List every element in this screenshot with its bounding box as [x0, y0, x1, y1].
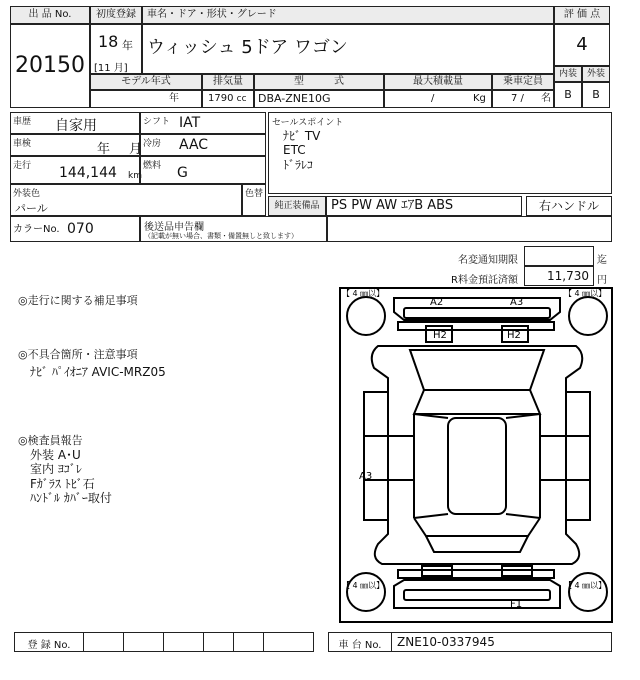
- inspector-report-line: Fｶﾞﾗｽ ﾄﾋﾞ石: [30, 476, 95, 491]
- capacity-cell: [492, 90, 554, 108]
- lot-number-label-cell: [10, 6, 90, 24]
- steering-value: 右ハンドル: [538, 199, 599, 213]
- ac-label: 冷房: [143, 139, 162, 149]
- recycle-fee-label: R料金預託済額: [451, 275, 518, 286]
- post-install-cell: [140, 216, 328, 242]
- tire-rear-right-label: 【 4 ㎜以】: [564, 581, 607, 590]
- exterior-label-cell: [582, 66, 610, 82]
- inspector-report-title: ◎検査員報告: [18, 434, 83, 447]
- equipment-value: PS PW AW ｴｱB ABS: [331, 198, 454, 213]
- first-registration-month: [11 月]: [94, 63, 128, 74]
- history-cell: [10, 112, 140, 134]
- transfer-deadline-cell: [524, 246, 594, 266]
- lot-number-cell: [10, 24, 90, 108]
- sales-point-item: ﾄﾞﾗﾚｺ: [283, 157, 314, 172]
- inspector-report-line: 室内 ﾖｺﾞﾚ: [30, 462, 82, 477]
- equipment-label: 純正装備品: [274, 201, 320, 211]
- shift-label: シフト: [143, 117, 171, 127]
- mark-a3-front: A3: [510, 297, 524, 308]
- score-label-cell: [554, 6, 610, 24]
- displacement-label: 排気量: [213, 76, 243, 87]
- exterior-grade: B: [592, 88, 600, 101]
- displacement-value: 1790: [208, 93, 234, 104]
- recycle-fee-cell: [524, 266, 594, 286]
- mark-a3-side: A3: [359, 471, 373, 482]
- capacity-label: 乗車定員: [503, 76, 543, 87]
- defects-text: ﾅﾋﾞ ﾊﾟｲｵﾆｱ AVIC-MRZ05: [30, 365, 166, 379]
- exterior-color-cell: [10, 184, 242, 216]
- steering-cell: [526, 196, 612, 216]
- interior-label-cell: [554, 66, 582, 82]
- first-registration-label-cell: [90, 6, 142, 24]
- exterior-label: 外装: [586, 69, 605, 79]
- interior-label: 内装: [558, 69, 577, 79]
- lot-number: 20150: [15, 53, 85, 78]
- color-number-value: 070: [67, 221, 94, 237]
- color-number-cell: [10, 216, 140, 242]
- max-load-cell: [384, 90, 492, 108]
- tire-front-left-label: 【 4 ㎜以】: [342, 289, 385, 298]
- exterior-grade-cell: [582, 82, 610, 108]
- capacity-value: 7 /: [511, 93, 524, 104]
- equipment-cell: [326, 196, 522, 216]
- capacity-unit: 名: [541, 93, 551, 104]
- car-name-cell: [142, 24, 554, 74]
- mileage-label: 走行: [13, 161, 32, 171]
- inspector-report-lines: [30, 448, 112, 506]
- chassis-number-value: ZNE10-0337945: [397, 635, 495, 649]
- inspector-report-line: 外装 A･U: [30, 448, 81, 462]
- model-year-value: 年: [169, 93, 179, 104]
- ac-cell: [140, 134, 266, 156]
- tire-front-left-icon: [347, 297, 385, 335]
- type-label: 型 式: [294, 76, 344, 87]
- defects-title: ◎不具合箇所・注意事項: [18, 348, 138, 361]
- capacity-label-cell: [492, 74, 554, 90]
- mark-h2-right: H2: [507, 330, 521, 341]
- year-char: 年: [122, 39, 133, 52]
- color-change-label: 色替: [245, 189, 264, 199]
- sales-point-item: ﾅﾋﾞ TV: [283, 129, 321, 143]
- driving-notes-title: ◎走行に関する補足事項: [18, 294, 138, 307]
- post-install-note: （記載が無い場合、書類・備置無しと致します）: [144, 232, 298, 240]
- tire-rear-left-icon: [347, 573, 385, 611]
- exterior-color-label: 外装色: [13, 189, 41, 199]
- chassis-number-label: 車 台 No.: [338, 640, 382, 651]
- car-name-label-cell: [142, 6, 554, 24]
- mileage-value: 144,144: [59, 165, 117, 181]
- sales-points-list: [283, 129, 320, 172]
- sales-points-cell: [268, 112, 612, 194]
- color-number-label: カラーNo.: [13, 224, 60, 235]
- score-cell: [554, 24, 610, 66]
- tire-front-right-label: 【 4 ㎜以】: [564, 289, 607, 298]
- inspection-month: 月: [129, 142, 143, 157]
- max-load-label-cell: [384, 74, 492, 90]
- first-registration-cell: [90, 24, 142, 74]
- post-install-label: 後送品申告欄: [144, 222, 204, 233]
- shift-cell: [140, 112, 266, 134]
- tire-rear-right-icon: [569, 573, 607, 611]
- mark-f1: F1: [510, 599, 523, 610]
- exterior-color-value: パール: [15, 202, 48, 215]
- displacement-unit: cc: [236, 94, 247, 104]
- mileage-cell: [10, 156, 140, 184]
- equipment-label-cell: [268, 196, 326, 216]
- car-damage-diagram: [338, 286, 614, 624]
- inspector-report-line: ﾊﾝﾄﾞﾙ ｶﾊﾞｰ取付: [30, 491, 112, 506]
- mileage-unit: km: [128, 171, 142, 181]
- car-name: ウィッシュ 5ドア ワゴン: [147, 37, 348, 58]
- shift-value: IAT: [179, 115, 201, 131]
- inspection-year: 年: [97, 142, 111, 157]
- color-change-cell: [242, 184, 266, 216]
- fuel-cell: [140, 156, 266, 184]
- inspection-cell: [10, 134, 143, 157]
- score-label: 評 価 点: [563, 9, 601, 20]
- registration-number-label: 登 録 No.: [27, 640, 71, 651]
- mark-h2-left: H2: [433, 330, 447, 341]
- displacement-label-cell: [202, 74, 254, 90]
- history-value: 自家用: [55, 118, 97, 134]
- car-name-label: 車名・ドア・形状・グレード: [147, 9, 277, 20]
- model-year-label-cell: [90, 74, 202, 90]
- first-registration-year: 18: [98, 32, 119, 51]
- model-year-cell: [90, 90, 202, 108]
- transfer-deadline-unit: 迄: [597, 255, 607, 266]
- max-load-value: /: [431, 93, 435, 104]
- sales-points-label: セールスポイント: [272, 118, 344, 128]
- registration-number-row: [14, 632, 314, 652]
- fuel-label: 燃料: [143, 161, 162, 171]
- recycle-fee-unit: 円: [597, 275, 607, 286]
- tire-rear-left-label: 【 4 ㎜以】: [342, 581, 385, 590]
- fuel-value: G: [177, 165, 188, 181]
- equipment-blank-cell: [326, 216, 612, 242]
- max-load-label: 最大積載量: [413, 76, 463, 87]
- recycle-fee-value: 11,730: [547, 269, 589, 283]
- model-year-label: モデル年式: [121, 76, 171, 87]
- interior-grade: B: [564, 88, 572, 101]
- inspection-label: 車検: [13, 139, 32, 149]
- interior-grade-cell: [554, 82, 582, 108]
- first-registration-label: 初度登録: [96, 9, 136, 20]
- body-outline: [364, 346, 590, 564]
- type-label-cell: [254, 74, 384, 90]
- sales-point-item: ETC: [283, 143, 306, 158]
- mark-a2: A2: [430, 297, 444, 308]
- tire-front-right-icon: [569, 297, 607, 335]
- history-label: 車歴: [13, 117, 32, 127]
- lot-number-label: 出 品 No.: [28, 9, 72, 20]
- type-cell: [254, 90, 384, 108]
- max-load-unit: Kg: [473, 93, 486, 104]
- transfer-deadline-label: 名変通知期限: [458, 255, 518, 266]
- overall-score: 4: [576, 34, 588, 55]
- chassis-number-row: [328, 632, 612, 652]
- ac-value: AAC: [179, 137, 209, 153]
- displacement-cell: [202, 90, 254, 108]
- type-value: DBA-ZNE10G: [258, 92, 331, 105]
